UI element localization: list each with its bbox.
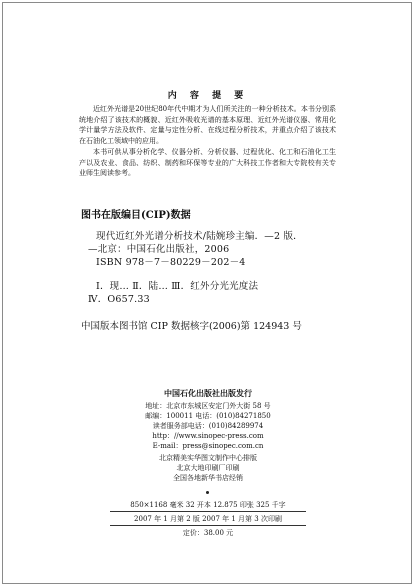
summary-paragraph-2: 本书可供从事分析化学、仪器分析、分析仪器、过程优化、化工和石油化工生产以及农业、食品、纺织、制药和环保等专业的广大科技工作者和大专院校有关专业师生阅读参考。 bbox=[79, 147, 336, 178]
cip-entry-line1: 现代近红外光谱分析技术/陆婉珍主编．—2 版． bbox=[96, 231, 303, 242]
spec-rule-top bbox=[110, 511, 306, 512]
cip-subjects-line1: Ⅰ．现… Ⅱ．陆… Ⅲ．红外分光光度法 bbox=[96, 281, 259, 292]
publisher-address: 地址：北京市东城区安定门外大街 58 号 bbox=[145, 402, 271, 410]
cip-title: 图书在版编目(CIP)数据 bbox=[81, 210, 191, 221]
distribution-credit: 全国各地新华书店经销 bbox=[173, 474, 243, 482]
publisher-name: 中国石化出版社出版发行 bbox=[164, 388, 252, 398]
printing-credit: 北京大地印刷厂印刷 bbox=[176, 464, 240, 472]
summary-heading: 内 容 提 要 bbox=[167, 91, 249, 101]
summary-paragraph-1: 近红外光谱是20世纪80年代中期才为人们所关注的一种分析技术。本书分别系统地介绍了该技术的概貌、近红外吸收光谱的基本原理、近红外光谱仪器、常用化学计量学方法及软件、定量与定性分析、在线过程分析技术，并重点介绍了该技术在石油化工领域中的应用。 bbox=[79, 105, 336, 146]
publisher-postcode-phone: 邮编：100011 电话：(010)84271850 bbox=[145, 412, 271, 420]
summary-body bbox=[79, 104, 336, 179]
typesetting-credit: 北京精美实华图文制作中心排版 bbox=[159, 454, 257, 462]
cip-data-number: 中国版本图书馆 CIP 数据核字(2006)第 124943 号 bbox=[81, 321, 302, 332]
spec-format: 850×1168 毫米 32 开本 12.875 印张 325 千字 bbox=[130, 501, 286, 509]
publisher-service-phone: 读者服务部电话：(010)84289974 bbox=[152, 422, 264, 430]
cip-isbn: ISBN 978－7－80229－202－4 bbox=[96, 257, 246, 268]
spec-price: 定价：38.00 元 bbox=[182, 529, 234, 537]
separator-dot bbox=[206, 491, 209, 494]
publisher-email: E-mail：press@sinopec.com.cn bbox=[152, 442, 264, 450]
publisher-website: http：//www.sinopec-press.com bbox=[152, 432, 264, 440]
spec-rule-bottom bbox=[110, 525, 306, 526]
spec-edition: 2007 年 1 月第 2 版 2007 年 1 月第 3 次印刷 bbox=[134, 515, 282, 523]
cip-subjects-line2: Ⅳ．O657.33 bbox=[88, 294, 150, 305]
cip-entry-line2: —北京：中国石化出版社，2006 bbox=[88, 244, 230, 255]
